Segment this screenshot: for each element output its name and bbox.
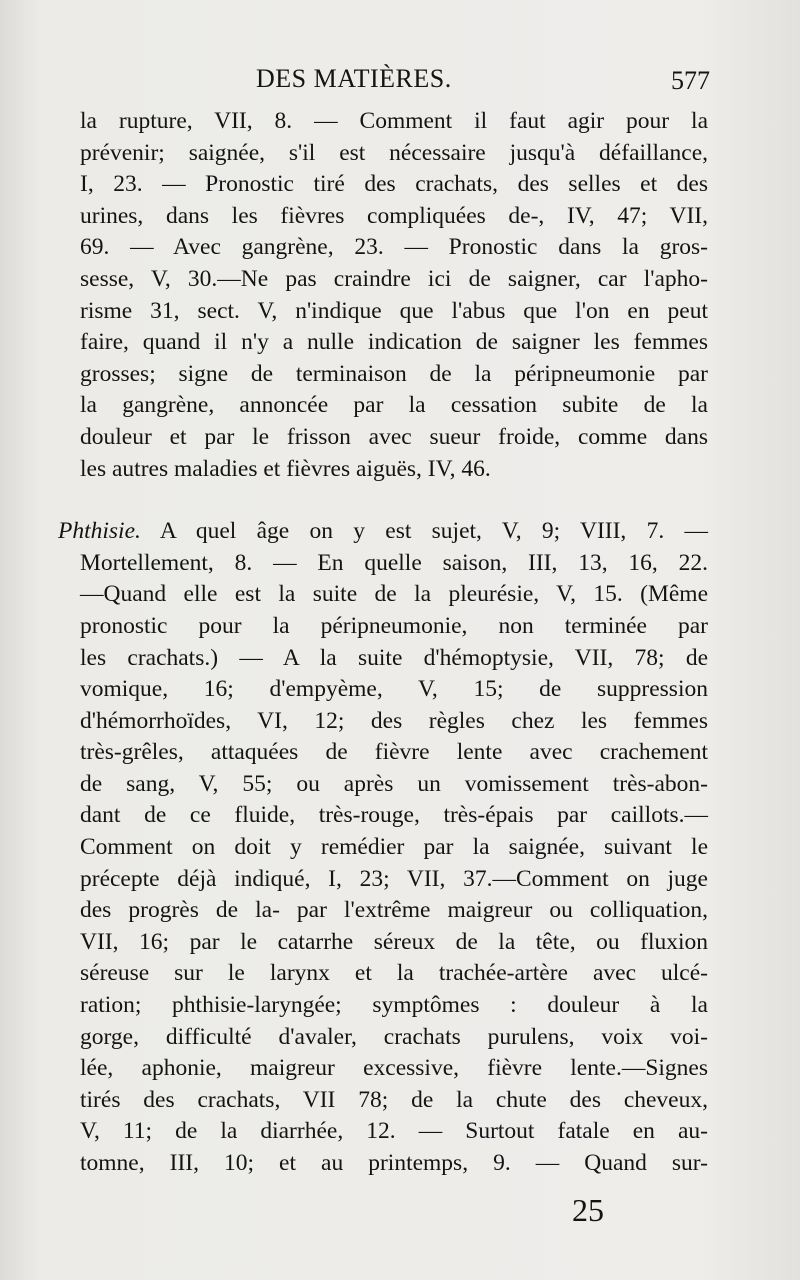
text-line: tomne, III, 10; et au printemps, 9. — Quand sur- [80, 1150, 708, 1176]
text-line: gorge, difficulté d'avaler, crachats purulens, voix voi- [80, 1023, 708, 1050]
text-line: tirés des crachats, VII 78; de la chute des cheveux, [80, 1086, 708, 1113]
text-line: faire, quand il n'y a nulle indication de saigner les femmes [80, 329, 708, 356]
text-line: Mortellement, 8. — En quelle saison, III, 13, 16, 22. [80, 549, 708, 576]
text-line: dant de ce fluide, très-rouge, très-épais par caillots.— [80, 802, 708, 829]
text-line: prévenir; saignée, s'il est nécessaire jusqu'à défaillance, [80, 139, 708, 166]
running-header [0, 64, 800, 104]
text-line: des progrès de la- par l'extrême maigreur ou colliquation, [80, 897, 708, 924]
text-line: lée, aphonie, maigreur excessive, fièvre lente.—Signes [80, 1055, 708, 1082]
text-line: de sang, V, 55; ou après un vomissement très-abon- [80, 770, 708, 797]
text-line: I, 23. — Pronostic tiré des crachats, des selles et des [80, 171, 708, 198]
text-line: ration; phthisie-laryngée; symptômes : douleur à la [80, 992, 708, 1019]
paragraph-gangrene-entry [80, 106, 708, 485]
text-line: V, 11; de la diarrhée, 12. — Surtout fatale en au- [80, 1118, 708, 1145]
text-line: très-grêles, attaquées de fièvre lente avec crachement [80, 739, 708, 766]
text-line: pronostic pour la péripneumonie, non terminée par [80, 612, 708, 639]
page-number: 577 [671, 66, 710, 95]
header-title: DES MATIÈRES. [256, 64, 452, 93]
text-line: séreuse sur le larynx et la trachée-artère avec ulcé- [80, 960, 708, 987]
text-line: les autres maladies et fièvres aiguës, IV, 46. [80, 455, 491, 482]
text-line: urines, dans les fièvres compliquées de-, IV, 47; VII, [80, 202, 708, 229]
entry-first-line [58, 516, 708, 548]
text-line: les crachats.) — A la suite d'hémoptysie, VII, 78; de [80, 644, 708, 671]
paragraph-phthisie-entry [58, 516, 708, 1179]
text-line: précepte déjà indiqué, I, 23; VII, 37.—Comment on juge [80, 865, 708, 892]
text-line: grosses; signe de terminaison de la péripneumonie par [80, 360, 708, 387]
text-line: VII, 16; par le catarrhe séreux de la tête, ou fluxion [80, 928, 708, 955]
entry-first-line-text: A quel âge on y est sujet, V, 9; VIII, 7. — [159, 518, 708, 545]
text-line: d'hémorrhoïdes, VI, 12; des règles chez les femmes [80, 707, 708, 734]
text-line: la rupture, VII, 8. — Comment il faut agir pour la [80, 108, 708, 134]
signature-mark: 25 [572, 1192, 604, 1228]
entry-term: Phthisie. [58, 518, 141, 545]
text-line: la gangrène, annoncée par la cessation subite de la [80, 392, 708, 419]
body-text [58, 106, 708, 1180]
text-line: sesse, V, 30.—Ne pas craindre ici de saigner, car l'apho- [80, 265, 708, 292]
text-line: —Quand elle est la suite de la pleurésie, V, 15. (Même [80, 581, 708, 608]
text-line: Comment on doit y remédier par la saignée, suivant le [80, 834, 708, 861]
text-line: 69. — Avec gangrène, 23. — Pronostic dans la gros- [80, 234, 708, 261]
text-line: risme 31, sect. V, n'indique que l'abus que l'on en peut [80, 297, 708, 324]
text-line: vomique, 16; d'empyème, V, 15; de suppression [80, 676, 708, 703]
text-line: douleur et par le frisson avec sueur froide, comme dans [80, 423, 708, 450]
